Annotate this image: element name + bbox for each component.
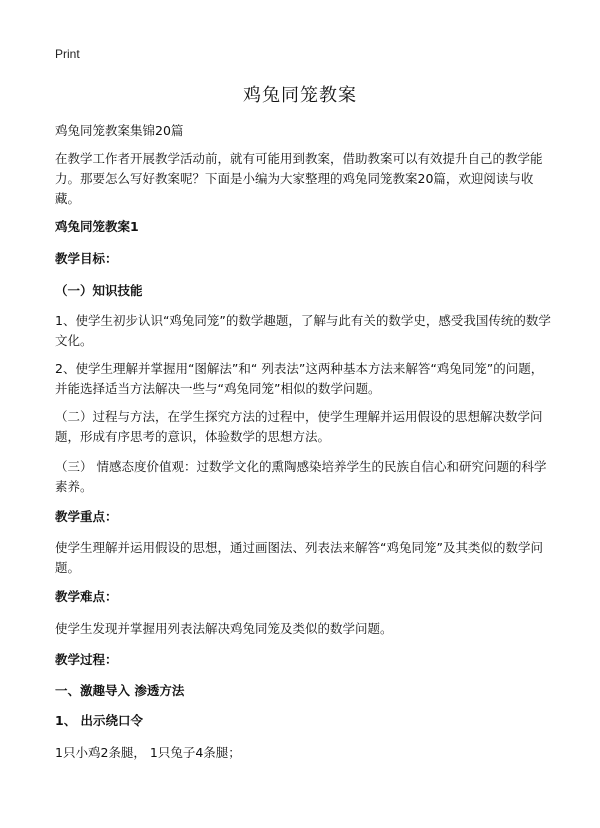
- section-heading: 鸡兔同笼教案1: [55, 219, 139, 234]
- process-heading: 教学过程：: [55, 652, 118, 667]
- sub-step-heading: 1、 出示绕口令: [55, 713, 144, 728]
- knowledge-heading: （一）知识技能: [55, 283, 143, 298]
- page-title: 鸡兔同笼教案: [243, 85, 357, 106]
- intro-paragraph: 在教学工作者开展教学活动前，就有可能用到教案，借助教案可以有效提升自己的教学能力。那要怎么写好教案呢？下面是小编为大家整理的鸡兔同笼教案20篇，欢迎阅读与收藏。: [55, 151, 543, 206]
- difficulty-paragraph: 使学生发现并掌握用列表法解决鸡兔同笼及类似的数学问题。: [55, 621, 393, 636]
- print-label: Print: [55, 47, 80, 61]
- goals-heading: 教学目标：: [55, 251, 118, 266]
- key-heading: 教学重点：: [55, 509, 118, 524]
- emotion-paragraph: （三） 情感态度价值观：过数学文化的熏陶感染培养学生的民族自信心和研究问题的科学素养。: [55, 459, 547, 494]
- rhyme-line: 1只小鸡2条腿， 1只兔子4条腿；: [55, 745, 241, 760]
- key-paragraph: 使学生理解并运用假设的思想，通过画图法、列表法来解答“鸡兔同笼”及其类似的数学问题。: [55, 540, 543, 575]
- goal-paragraph-2: 2、使学生理解并掌握用“图解法”和“ 列表法”这两种基本方法来解答“鸡兔同笼”的问题，并能选择适当方法解决一些与“鸡兔同笼”相似的数学问题。: [55, 361, 544, 396]
- process-method-paragraph: （二）过程与方法，在学生探究方法的过程中，使学生理解并运用假设的思想解决数学问题，形成有序思考的意识，体验数学的思想方法。: [55, 409, 543, 444]
- document-subtitle: 鸡兔同笼教案集锦20篇: [55, 123, 184, 138]
- goal-paragraph-1: 1、使学生初步认识“鸡兔同笼”的数学趣题，了解与此有关的数学史，感受我国传统的数学文化。: [55, 313, 551, 348]
- step-heading: 一、激趣导入 渗透方法: [55, 683, 185, 698]
- difficulty-heading: 教学难点：: [55, 589, 118, 604]
